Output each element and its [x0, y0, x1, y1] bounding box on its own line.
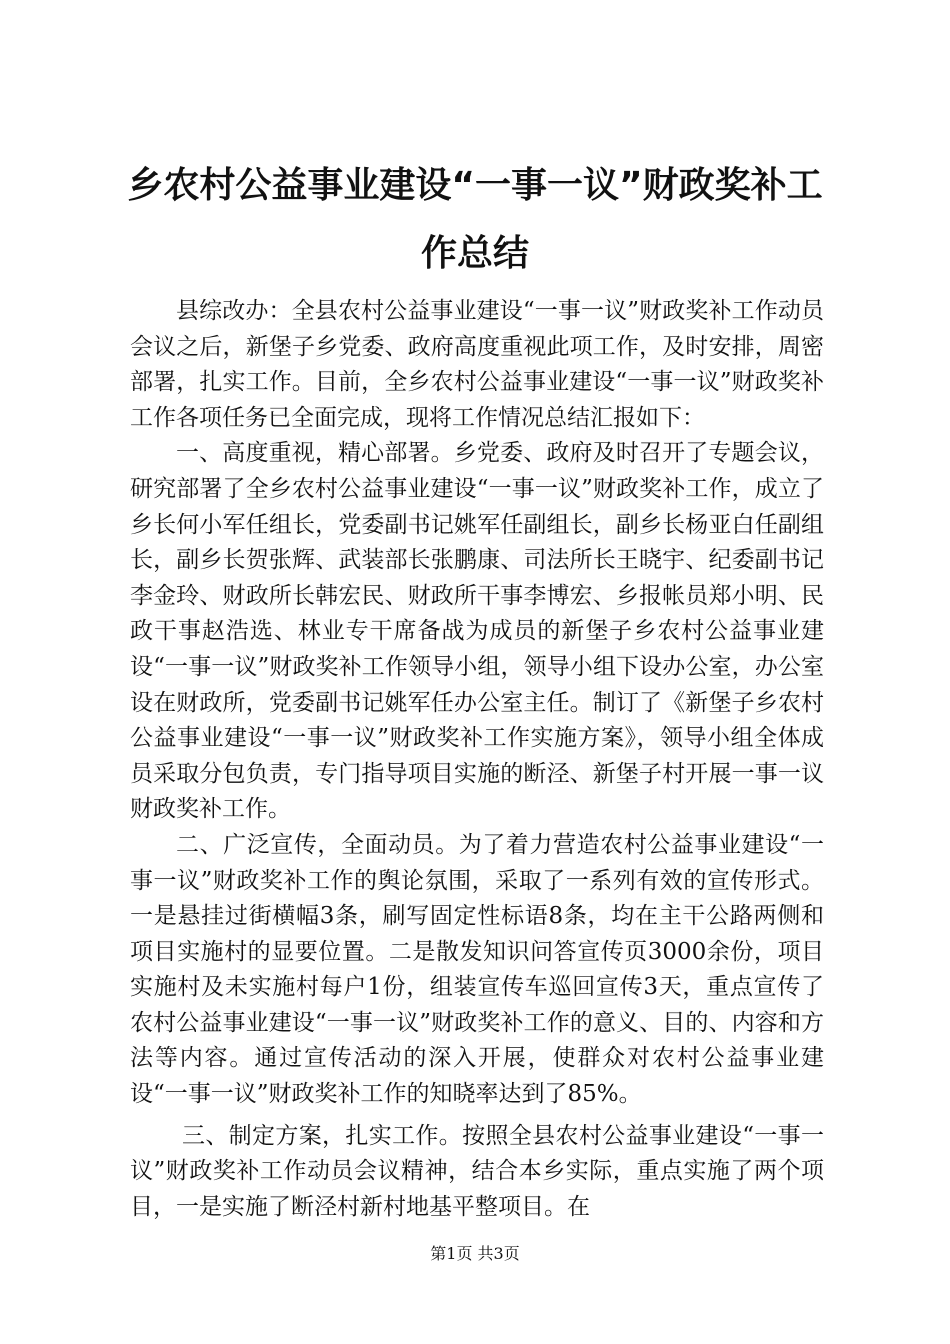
paragraph-section-1: 一、高度重视，精心部署。乡党委、政府及时召开了专题会议，研究部署了全乡农村公益事业建设“一事一议”财政奖补工作，成立了乡长何小军任组长，党委副书记姚军任副组长，副乡长杨亚白任副组长，副乡长贺张辉、武装部长张鹏康、司法所长王晓宇、纪委副书记李金玲、财政所长韩宏民、财政所干事李博宏、乡报帐员郑小明、民政干事赵浩选、林业专干席备战为成员的新堡子乡农村公益事业建设“一事一议”财政奖补工作领导小组，领导小组下设办公室，办公室设在财政所，党委副书记姚军任办公室主任。制订了《新堡子乡农村公益事业建设“一事一议”财政奖补工作实施方案》，领导小组全体成员采取分包负责，专门指导项目实施的断泾、新堡子村开展一事一议财政奖补工作。	[130, 440, 824, 823]
document-body	[130, 294, 824, 1225]
paragraph-intro: 县综改办：全县农村公益事业建设“一事一议”财政奖补工作动员会议之后，新堡子乡党委、政府高度重视此项工作，及时安排，周密部署，扎实工作。目前，全乡农村公益事业建设“一事一议”财政奖补工作各项任务已全面完成，现将工作情况总结汇报如下：	[130, 298, 824, 431]
document-title: 乡农村公益事业建设“一事一议”财政奖补工作总结	[127, 165, 823, 274]
paragraph-section-2: 二、广泛宣传，全面动员。为了着力营造农村公益事业建设“一事一议”财政奖补工作的舆论氛围，采取了一系列有效的宣传形式。一是悬挂过街横幅3条，刷写固定性标语8条，均在主干公路两侧和项目实施村的显要位置。二是散发知识问答宣传页3000余份，项目实施村及未实施村每户1份，组装宣传车巡回宣传3天，重点宣传了农村公益事业建设“一事一议”财政奖补工作的意义、目的、内容和方法等内容。通过宣传活动的深入开展，使群众对农村公益事业建设“一事一议”财政奖补工作的知晓率达到了85%。	[130, 831, 824, 1108]
page-footer: 第1页 共3页	[430, 1244, 520, 1263]
paragraph-section-3: 三、制定方案，扎实工作。按照全县农村公益事业建设“一事一议”财政奖补工作动员会议精神，结合本乡实际，重点实施了两个项目，一是实施了断泾村新村地基平整项目。在	[130, 1122, 824, 1220]
